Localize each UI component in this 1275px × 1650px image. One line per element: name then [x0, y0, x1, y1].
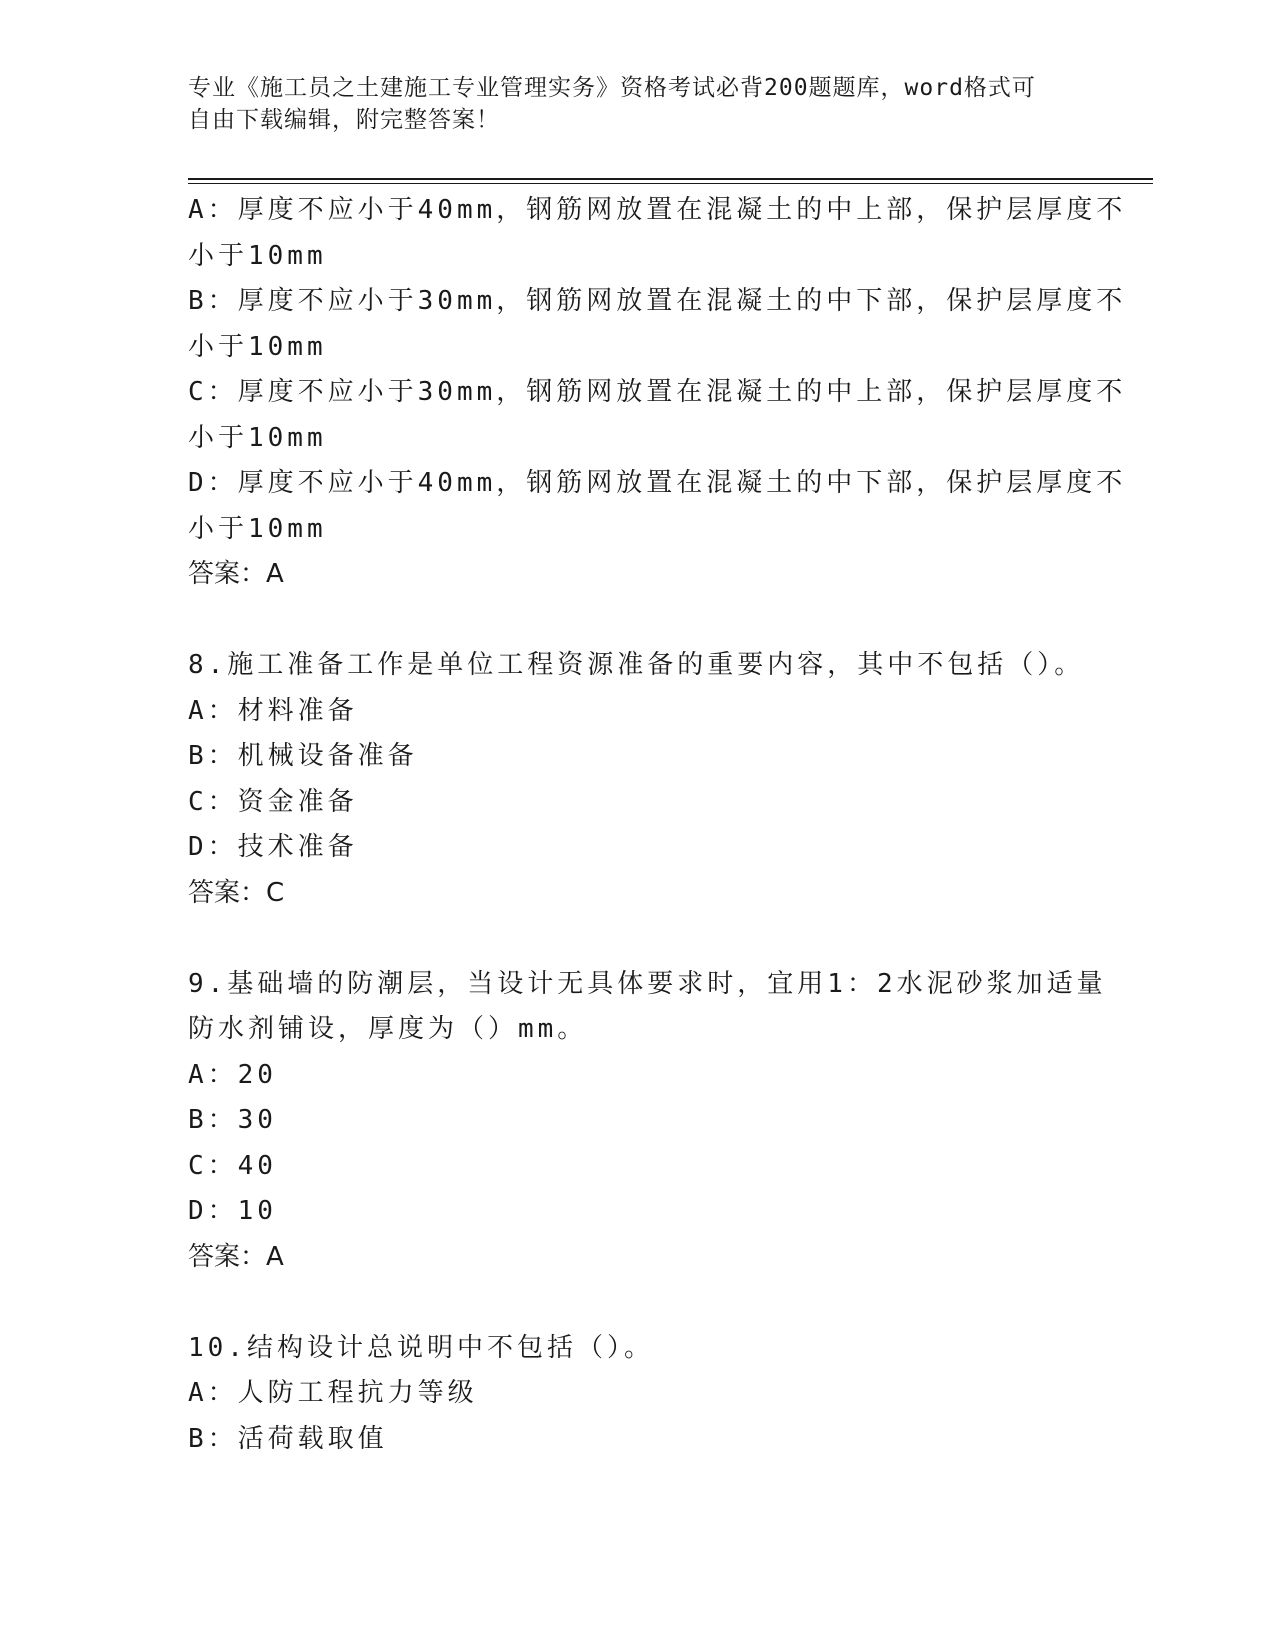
- q8-option-b: B：机械设备准备: [188, 741, 418, 771]
- q7-answer: 答案：A: [188, 559, 284, 589]
- document-header: [188, 72, 1088, 136]
- q10-option-b: B：活荷载取值: [188, 1423, 388, 1454]
- q8-option-c: C：资金准备: [188, 786, 358, 817]
- q9-option-a: A：20: [188, 1059, 277, 1090]
- spacer: [188, 598, 1088, 644]
- q7-option-d-line-1: D：厚度不应小于40mm，钢筋网放置在混凝土的中下部，保护层厚度不: [188, 468, 1127, 498]
- question-9-block: [188, 962, 1107, 1281]
- q7-option-b-line-2: 小于10mm: [188, 331, 327, 362]
- q10-question: 10.结构设计总说明中不包括（）。: [188, 1332, 654, 1363]
- spacer: [188, 1280, 1088, 1326]
- question-7-block: [188, 188, 1127, 598]
- q8-option-a: A：材料准备: [188, 695, 358, 726]
- q7-option-c-line-1: C：厚度不应小于30mm，钢筋网放置在混凝土的中上部，保护层厚度不: [188, 377, 1127, 407]
- header-title-line-1: 专业《施工员之土建施工专业管理实务》资格考试必背200题题库，word格式可: [188, 75, 1036, 101]
- q8-answer: 答案：C: [188, 877, 285, 908]
- q8-question: 8.施工准备工作是单位工程资源准备的重要内容，其中不包括（）。: [188, 650, 1085, 680]
- q9-question-line-2: 防水剂铺设，厚度为（）mm。: [188, 1014, 588, 1044]
- q10-option-a: A：人防工程抗力等级: [188, 1378, 478, 1408]
- q9-option-d: D：10: [188, 1196, 277, 1226]
- q7-option-a-line-1: A：厚度不应小于40mm，钢筋网放置在混凝土的中上部，保护层厚度不: [188, 195, 1127, 225]
- header-divider-thick: [188, 178, 1153, 180]
- q7-option-d-line-2: 小于10mm: [188, 513, 327, 544]
- question-content: [188, 188, 1127, 1462]
- q7-option-b-line-1: B：厚度不应小于30mm，钢筋网放置在混凝土的中下部，保护层厚度不: [188, 286, 1127, 316]
- question-10-block: [188, 1326, 1088, 1463]
- q7-option-a-line-2: 小于10mm: [188, 240, 327, 271]
- q9-answer: 答案：A: [188, 1241, 284, 1272]
- question-8-block: [188, 643, 1088, 916]
- q7-option-c-line-2: 小于10mm: [188, 422, 327, 453]
- spacer: [188, 916, 1088, 962]
- q8-option-d: D：技术准备: [188, 832, 358, 862]
- q9-question-line-1: 9.基础墙的防潮层，当设计无具体要求时，宜用1：2水泥砂浆加适量: [188, 968, 1107, 999]
- q9-option-c: C：40: [188, 1150, 277, 1181]
- header-divider-thin: [188, 183, 1153, 184]
- header-title-line-2: 自由下载编辑，附完整答案！: [188, 107, 500, 133]
- q9-option-b: B：30: [188, 1105, 277, 1135]
